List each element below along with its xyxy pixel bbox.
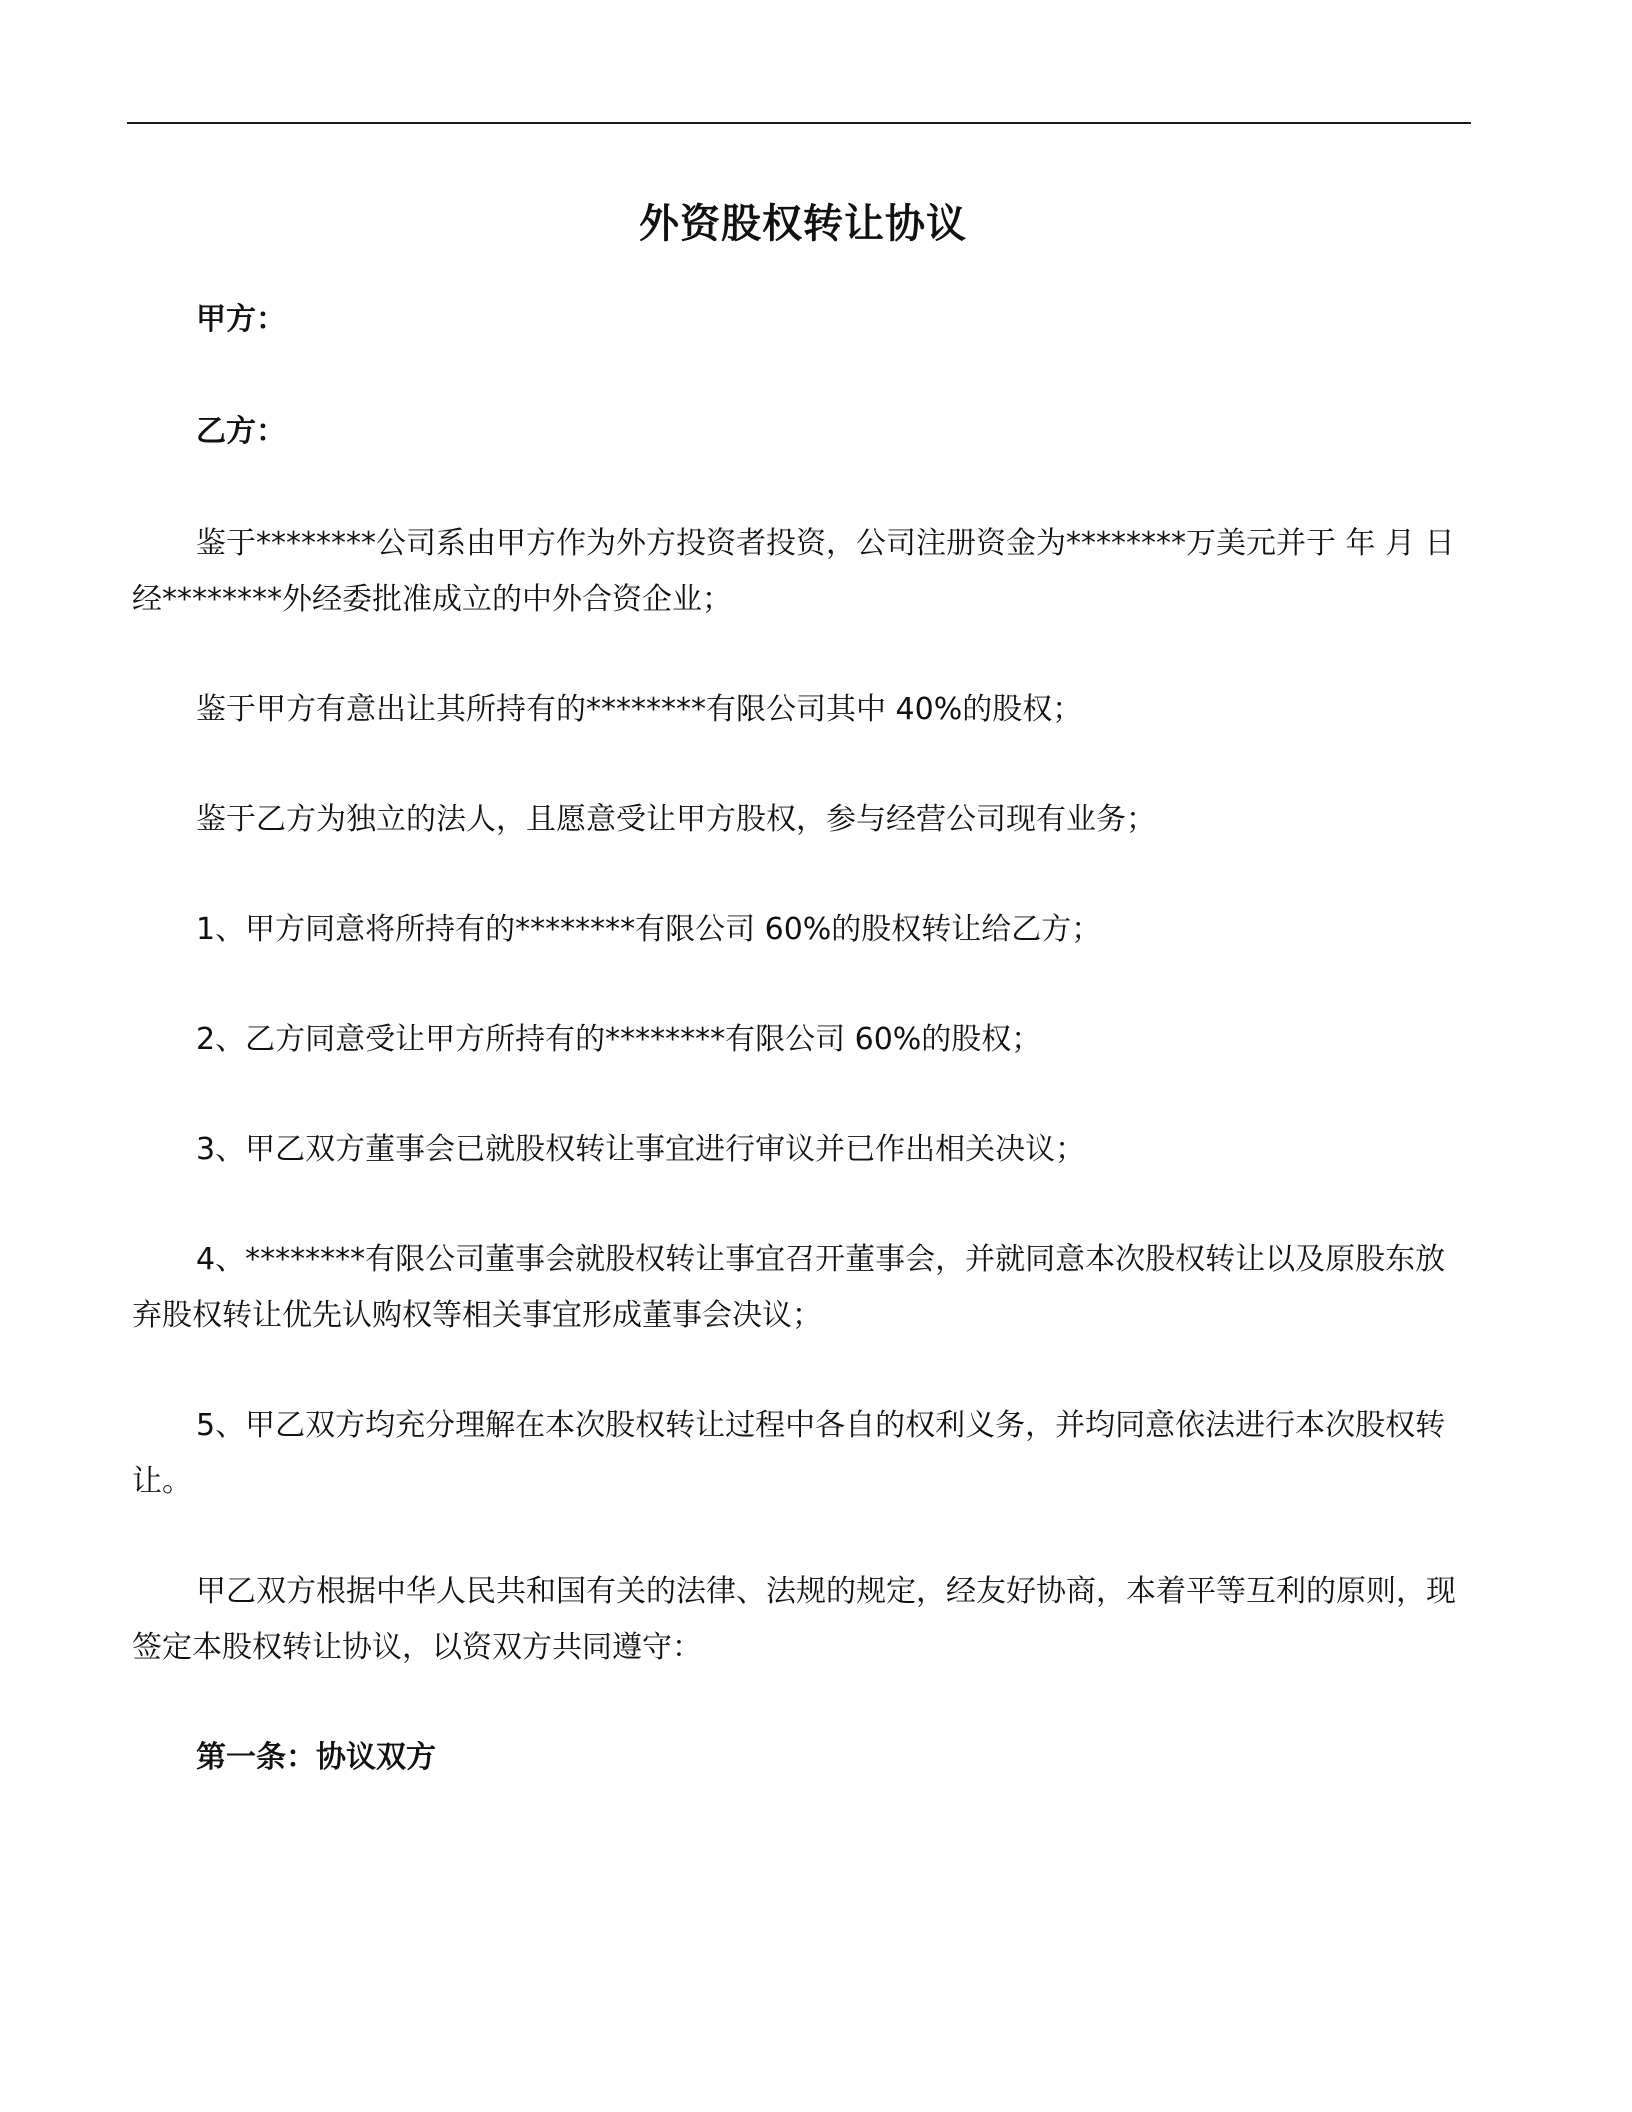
- document-title: 外资股权转让协议: [639, 201, 967, 247]
- party-a-label: 甲方：: [196, 302, 286, 337]
- section-heading: 第一条：协议双方: [196, 1740, 436, 1775]
- numbered-clause: 3、甲乙双方董事会已就股权转让事宜进行审议并已作出相关决议；: [196, 1132, 1086, 1167]
- agreement-preamble: 甲乙双方根据中华人民共和国有关的法律、法规的规定，经友好协商，本着平等互利的原则，现签定本股权转让协议，以资双方共同遵守：: [132, 1574, 1456, 1665]
- numbered-clause: 5、甲乙双方均充分理解在本次股权转让过程中各自的权利义务，并均同意依法进行本次股权转让。: [132, 1408, 1446, 1499]
- header-rule: [127, 122, 1471, 124]
- party-b-label: 乙方：: [196, 414, 286, 449]
- numbered-clause: 1、甲方同意将所持有的********有限公司 60%的股权转让给乙方；: [196, 912, 1102, 947]
- numbered-clause: 4、********有限公司董事会就股权转让事宜召开董事会，并就同意本次股权转让以及原股东放弃股权转让优先认购权等相关事宜形成董事会决议；: [132, 1242, 1446, 1333]
- numbered-clause: 2、乙方同意受让甲方所持有的********有限公司 60%的股权；: [196, 1022, 1042, 1057]
- recital-paragraph: 鉴于甲方有意出让其所持有的********有限公司其中 40%的股权；: [196, 692, 1083, 727]
- recital-paragraph: 鉴于乙方为独立的法人，且愿意受让甲方股权，参与经营公司现有业务；: [196, 802, 1156, 837]
- document-body: [132, 292, 1462, 1786]
- recital-paragraph: 鉴于********公司系由甲方作为外方投资者投资，公司注册资金为********万美元并于 年 月 日经********外经委批准成立的中外合资企业；: [132, 526, 1455, 617]
